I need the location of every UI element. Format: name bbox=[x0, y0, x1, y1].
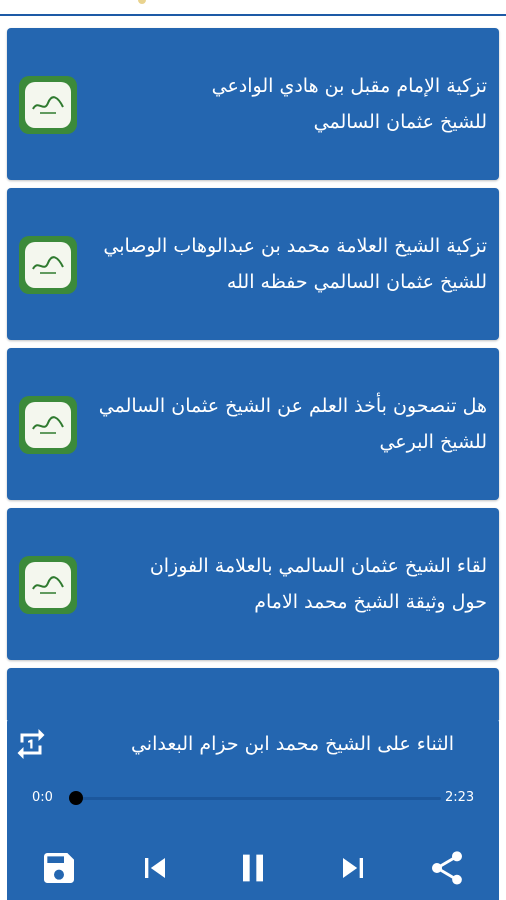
calligraphy-logo-icon bbox=[30, 93, 66, 117]
lecture-thumbnail bbox=[19, 76, 77, 134]
lecture-thumbnail bbox=[19, 396, 77, 454]
elapsed-time: 0:0 bbox=[32, 790, 53, 805]
calligraphy-logo-icon bbox=[30, 413, 66, 437]
previous-button[interactable] bbox=[135, 848, 175, 888]
now-playing-title: الثناء على الشيخ محمد ابن حزام البعداني bbox=[130, 733, 454, 755]
lecture-text bbox=[87, 28, 487, 180]
lecture-subtitle: حول وثيقة الشيخ محمد الامام bbox=[254, 591, 487, 613]
lecture-card[interactable] bbox=[7, 28, 499, 180]
pause-button[interactable] bbox=[233, 848, 273, 888]
calligraphy-logo-icon bbox=[30, 573, 66, 597]
lecture-card[interactable] bbox=[7, 188, 499, 340]
next-button[interactable] bbox=[333, 848, 373, 888]
lecture-title: هل تنصحون بأخذ العلم عن الشيخ عثمان السالمي bbox=[98, 395, 487, 417]
lecture-title: تزكية الإمام مقبل بن هادي الوادعي bbox=[211, 75, 487, 97]
lecture-title: تزكية الشيخ العلامة محمد بن عبدالوهاب الوصابي bbox=[103, 235, 487, 257]
lecture-text bbox=[87, 508, 487, 660]
skip-next-icon bbox=[333, 848, 373, 888]
skip-previous-icon bbox=[135, 848, 175, 888]
decoration bbox=[138, 0, 146, 4]
repeat-one-icon bbox=[13, 726, 49, 762]
total-duration: 2:23 bbox=[445, 790, 475, 805]
seek-bar[interactable] bbox=[71, 797, 441, 800]
lecture-text bbox=[87, 188, 487, 340]
repeat-one-button[interactable] bbox=[13, 726, 49, 762]
share-button[interactable] bbox=[427, 848, 467, 888]
seek-knob[interactable] bbox=[69, 791, 83, 805]
share-icon bbox=[427, 848, 467, 888]
lecture-subtitle: للشيخ البرعي bbox=[379, 431, 487, 453]
save-button[interactable] bbox=[39, 848, 79, 888]
lecture-card[interactable] bbox=[7, 508, 499, 660]
lecture-thumbnail bbox=[19, 556, 77, 614]
calligraphy-logo-icon bbox=[30, 253, 66, 277]
audio-player bbox=[7, 718, 499, 900]
lecture-subtitle: للشيخ عثمان السالمي حفظه الله bbox=[226, 271, 487, 293]
lecture-thumbnail bbox=[19, 236, 77, 294]
lecture-text bbox=[87, 348, 487, 500]
pause-icon bbox=[233, 848, 273, 888]
lecture-list[interactable] bbox=[0, 14, 506, 720]
lecture-card[interactable] bbox=[7, 668, 499, 720]
lecture-title: لقاء الشيخ عثمان السالمي بالعلامة الفوزان bbox=[149, 555, 487, 577]
lecture-subtitle: للشيخ عثمان السالمي bbox=[313, 111, 487, 133]
save-icon bbox=[39, 848, 79, 888]
lecture-card[interactable] bbox=[7, 348, 499, 500]
